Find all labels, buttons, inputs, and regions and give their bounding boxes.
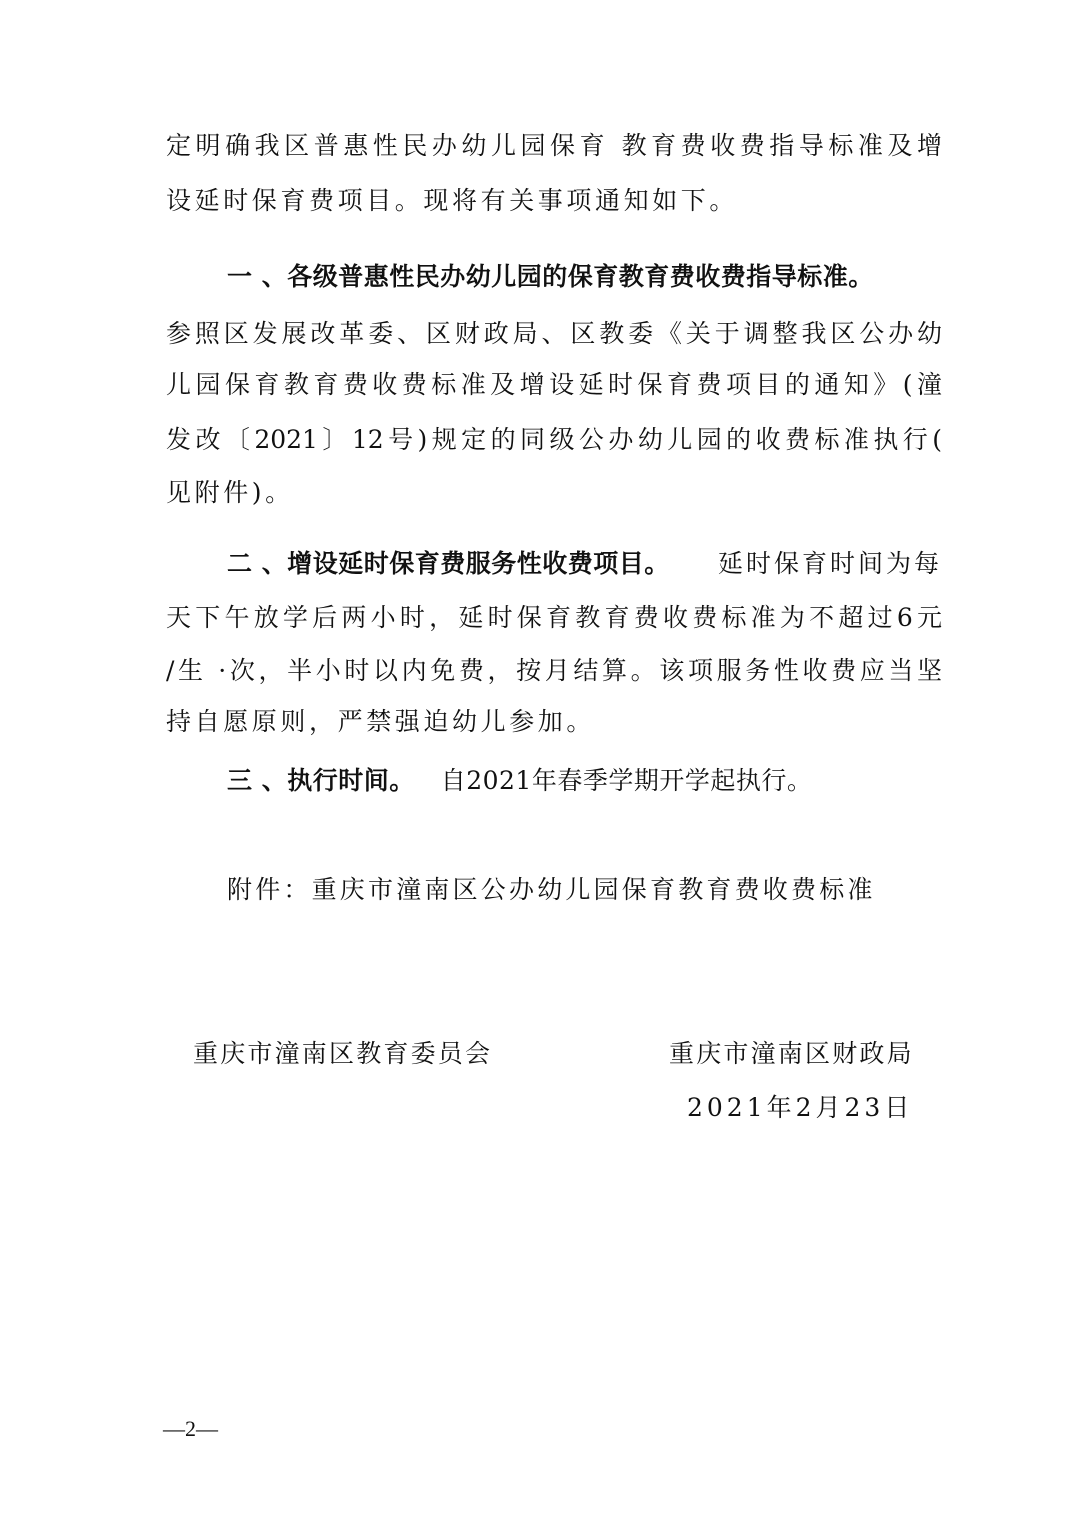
attachment-note: 附件：重庆市潼南区公办幼儿园保育教育费收费标准 xyxy=(227,875,876,904)
intro-line-1: 定明确我区普惠性民办幼儿园保育 教育费收费指导标准及增 xyxy=(166,131,942,160)
section1-line-1: 参照区发展改革委、区财政局、区教委《关于调整我区公办幼 xyxy=(166,319,942,348)
section1-line-4: 见附件)。 xyxy=(166,478,294,507)
section2-line-2: 天下午放学后两小时，延时保育教育费收费标准为不超过6元 xyxy=(166,603,942,632)
section1-heading: 一 、各级普惠性民办幼儿园的保育教育费收费指导标准。 xyxy=(227,262,874,291)
section2-heading: 二 、增设延时保育费服务性收费项目。 xyxy=(227,549,670,578)
section2-line-3: /生 ·次，半小时以内免费，按月结算。该项服务性收费应当坚 xyxy=(166,656,942,685)
intro-line-2: 设延时保育费项目。现将有关事项通知如下。 xyxy=(166,186,739,215)
section3-text: 自2021年春季学期开学起执行。 xyxy=(440,766,813,795)
section2-first-line-rest: 延时保育时间为每 xyxy=(717,549,942,578)
section2-line-4: 持自愿原则，严禁强迫幼儿参加。 xyxy=(166,707,596,736)
section1-line-2: 儿园保育教育费收费标准及增设延时保育费项目的通知》(潼 xyxy=(166,370,942,399)
page-number: —2— xyxy=(163,1416,218,1441)
signature-right: 重庆市潼南区财政局 xyxy=(669,1039,914,1068)
section3-line xyxy=(227,766,812,796)
section2-first-line xyxy=(227,549,942,579)
section1-line-3: 发改〔2021〕12号)规定的同级公办幼儿园的收费标准执行( xyxy=(166,425,942,454)
signature-date: 2021年2月23日 xyxy=(687,1093,914,1122)
section3-heading: 三 、执行时间。 xyxy=(227,766,415,795)
signature-left: 重庆市潼南区教育委员会 xyxy=(193,1039,493,1068)
